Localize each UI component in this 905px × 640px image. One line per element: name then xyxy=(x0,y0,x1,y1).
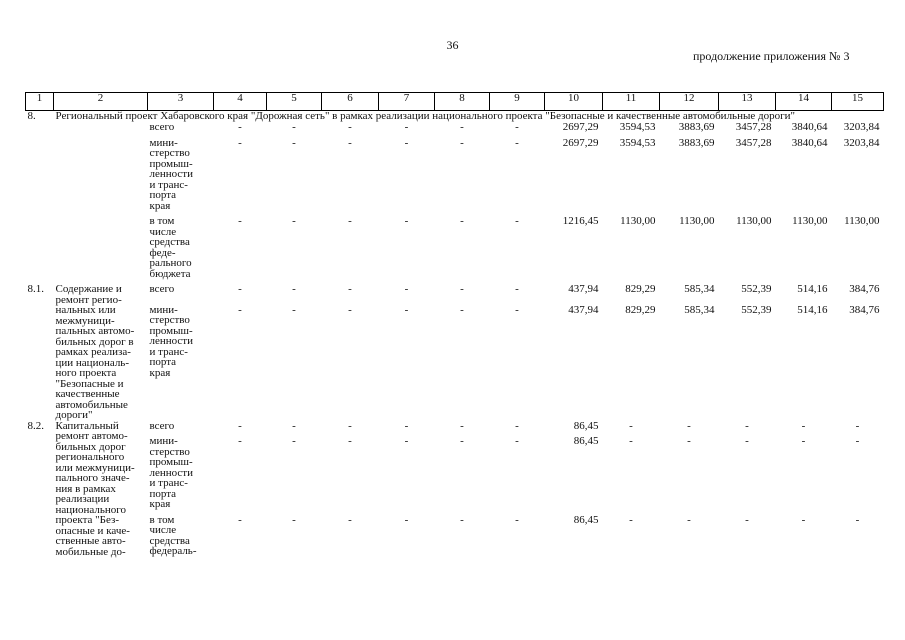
empty-value: - xyxy=(292,136,296,149)
amount-cell: 829,29 xyxy=(625,283,656,295)
empty-value: - xyxy=(404,513,409,526)
empty-value: - xyxy=(515,121,519,133)
empty-cell xyxy=(54,138,148,212)
empty-value: - xyxy=(515,419,519,432)
amount-cell: - xyxy=(855,513,860,526)
empty-value: - xyxy=(460,121,464,133)
column-header: 13 xyxy=(719,93,776,111)
empty-value: - xyxy=(238,303,242,316)
empty-cell xyxy=(26,138,54,212)
column-header: 3 xyxy=(148,93,214,111)
data-row xyxy=(26,122,884,133)
text-line: всего xyxy=(149,121,175,133)
amount-cell: 86,45 xyxy=(573,419,599,432)
data-row xyxy=(26,436,884,510)
amount-cell: 2697,29 xyxy=(562,136,599,149)
empty-value: - xyxy=(238,136,242,149)
text-line: опасные и каче- xyxy=(55,524,130,537)
text-line: бильных дорог xyxy=(55,440,126,453)
column-header: 8 xyxy=(435,93,490,111)
amount-cell: 3457,28 xyxy=(735,121,772,133)
column-header: 12 xyxy=(660,93,719,111)
empty-value: - xyxy=(348,303,352,316)
text-line: пальных автомо- xyxy=(55,325,135,337)
empty-value: - xyxy=(515,136,519,149)
data-row xyxy=(26,515,884,557)
text-line: мини- xyxy=(149,435,178,447)
amount-cell: 3883,69 xyxy=(678,136,715,149)
amount-cell: 384,76 xyxy=(849,283,880,295)
amount-cell: - xyxy=(629,435,633,447)
subsection-number: 8.1. xyxy=(27,283,44,295)
amount-cell: - xyxy=(745,513,749,526)
text-line: рального xyxy=(149,257,192,269)
empty-value: - xyxy=(460,435,464,447)
amount-cell: 585,34 xyxy=(684,283,715,295)
page-number: 36 xyxy=(446,38,459,52)
empty-value: - xyxy=(404,215,409,227)
amount-cell: 3840,64 xyxy=(791,121,828,133)
text-line: числе xyxy=(149,225,177,238)
column-header: 14 xyxy=(776,93,832,111)
amount-cell: - xyxy=(855,419,860,432)
text-line: и транс- xyxy=(149,178,188,191)
amount-cell: 86,45 xyxy=(573,513,599,526)
subsection-name xyxy=(54,421,148,562)
text-line: качественные xyxy=(55,388,120,400)
data-row xyxy=(26,138,884,212)
budget-table xyxy=(25,92,884,562)
text-line: бюджета xyxy=(149,267,191,280)
amount-cell: 514,16 xyxy=(797,283,828,295)
empty-value: - xyxy=(238,121,242,133)
empty-value: - xyxy=(348,419,352,432)
column-header: 6 xyxy=(322,93,379,111)
text-line: национального xyxy=(55,503,127,516)
empty-value: - xyxy=(515,303,519,316)
text-line: промыш- xyxy=(149,456,193,468)
text-line: пального значе- xyxy=(55,472,130,484)
text-line: ного проекта xyxy=(55,367,117,379)
empty-value: - xyxy=(348,435,352,447)
empty-value: - xyxy=(348,283,352,295)
text-line: ственные авто- xyxy=(55,535,126,547)
data-row xyxy=(26,305,884,416)
amount-cell: - xyxy=(801,419,806,432)
funding-source-label xyxy=(148,436,214,510)
text-line: в том xyxy=(149,513,175,526)
amount-cell: 1130,00 xyxy=(844,215,880,227)
amount-cell: - xyxy=(801,435,806,447)
column-header: 10 xyxy=(545,93,603,111)
empty-value: - xyxy=(404,419,409,432)
empty-value: - xyxy=(460,215,464,227)
empty-value: - xyxy=(348,513,352,526)
text-line: или межмуници- xyxy=(55,461,135,474)
column-header: 15 xyxy=(832,93,884,111)
empty-value: - xyxy=(460,419,464,432)
column-header: 9 xyxy=(490,93,545,111)
empty-cell xyxy=(54,122,148,133)
empty-cell xyxy=(54,216,148,279)
amount-cell: 437,94 xyxy=(568,303,599,316)
funding-source-label xyxy=(148,284,214,300)
column-header: 11 xyxy=(603,93,660,111)
text-line: ленности xyxy=(149,335,193,348)
text-line: ленности xyxy=(149,466,193,479)
amount-cell: - xyxy=(687,435,691,447)
subsection-number: 8.2. xyxy=(27,419,44,432)
amount-cell: - xyxy=(855,435,860,447)
amount-cell: 585,34 xyxy=(684,303,715,316)
section-number: 8. xyxy=(27,110,36,122)
empty-value: - xyxy=(238,435,242,447)
empty-value: - xyxy=(460,283,464,295)
amount-cell: 3594,53 xyxy=(619,136,656,149)
empty-value: - xyxy=(238,283,242,295)
empty-value: - xyxy=(292,215,296,227)
column-header: 5 xyxy=(267,93,322,111)
empty-value: - xyxy=(515,513,519,526)
amount-cell: 1216,45 xyxy=(562,215,599,227)
funding-source-label xyxy=(148,216,214,279)
text-line: автомобильные xyxy=(55,398,128,411)
text-line: бильных дорог в xyxy=(55,335,134,348)
column-header: 7 xyxy=(379,93,435,111)
empty-value: - xyxy=(404,303,409,316)
empty-value: - xyxy=(292,283,296,295)
empty-value: - xyxy=(292,513,296,526)
empty-value: - xyxy=(515,215,519,227)
empty-value: - xyxy=(348,121,352,133)
funding-source-label xyxy=(148,421,214,432)
column-header: 2 xyxy=(54,93,148,111)
empty-value: - xyxy=(515,435,519,447)
amount-cell: 552,39 xyxy=(741,283,772,295)
text-line: межмуници- xyxy=(55,314,115,327)
amount-cell: 3883,69 xyxy=(678,121,715,133)
text-line: всего xyxy=(149,419,175,432)
empty-cell xyxy=(26,122,54,133)
amount-cell: 1130,00 xyxy=(679,215,715,227)
amount-cell: 2697,29 xyxy=(562,121,599,133)
funding-source-label xyxy=(148,122,214,133)
amount-cell: 3203,84 xyxy=(843,136,880,149)
text-line: ленности xyxy=(149,168,193,180)
text-line: стерство xyxy=(149,314,190,327)
funding-source-label xyxy=(148,515,214,557)
text-line: Содержание и xyxy=(55,283,122,295)
amount-cell: - xyxy=(745,419,749,432)
text-line: средства xyxy=(149,534,190,547)
amount-cell: 1130,00 xyxy=(792,215,828,227)
text-line: края xyxy=(149,498,171,510)
empty-value: - xyxy=(404,283,409,295)
data-row xyxy=(26,284,884,300)
text-line: стерство xyxy=(149,147,190,159)
amount-cell: - xyxy=(687,513,691,526)
text-line: реализации xyxy=(55,493,110,505)
column-header: 1 xyxy=(26,93,54,111)
amount-cell: 3457,28 xyxy=(735,136,772,149)
text-line: числе xyxy=(149,524,177,536)
amount-cell: 829,29 xyxy=(625,303,656,316)
text-line: порта xyxy=(149,356,177,369)
amount-cell: - xyxy=(629,419,633,432)
amount-cell: - xyxy=(687,419,691,432)
amount-cell: - xyxy=(801,513,806,526)
data-row xyxy=(26,421,884,432)
amount-cell: 1130,00 xyxy=(620,215,656,227)
amount-cell: 86,45 xyxy=(573,435,599,447)
empty-value: - xyxy=(348,136,352,149)
amount-cell: 552,39 xyxy=(741,303,772,316)
empty-value: - xyxy=(404,121,409,133)
subsection-name xyxy=(54,284,148,421)
text-line: всего xyxy=(149,283,175,295)
text-line: мини- xyxy=(149,303,178,316)
text-line: Капитальный xyxy=(55,419,119,432)
text-line: промыш- xyxy=(149,324,193,337)
empty-value: - xyxy=(238,513,242,526)
header-row xyxy=(26,93,884,111)
empty-value: - xyxy=(348,215,352,227)
text-line: и транс- xyxy=(149,477,188,489)
text-line: дороги" xyxy=(55,409,93,421)
text-line: регионального xyxy=(55,451,125,463)
text-line: ции националь- xyxy=(55,356,129,369)
amount-cell: 3840,64 xyxy=(791,136,828,149)
text-line: порта xyxy=(149,189,177,201)
text-line: рамках реализа- xyxy=(55,346,131,358)
empty-value: - xyxy=(292,303,296,316)
text-line: края xyxy=(149,366,171,379)
amount-cell: - xyxy=(629,513,633,526)
text-line: нальных или xyxy=(55,304,116,316)
funding-source-label xyxy=(148,138,214,212)
text-line: федераль- xyxy=(149,545,197,557)
amount-cell: 437,94 xyxy=(568,283,599,295)
empty-value: - xyxy=(292,121,296,133)
appendix-note: продолжение приложения № 3 xyxy=(693,49,850,63)
text-line: ремонт регио- xyxy=(55,293,122,306)
empty-cell xyxy=(26,216,54,279)
text-line: феде- xyxy=(149,246,176,259)
empty-value: - xyxy=(460,303,464,316)
text-line: проекта "Без- xyxy=(55,514,120,526)
empty-value: - xyxy=(404,136,409,149)
amount-cell: 384,76 xyxy=(849,303,880,316)
text-line: в том xyxy=(149,215,175,227)
text-line: мини- xyxy=(149,136,178,149)
text-line: ния в рамках xyxy=(55,482,116,495)
text-line: и транс- xyxy=(149,345,188,358)
empty-value: - xyxy=(460,136,464,149)
empty-value: - xyxy=(292,435,296,447)
text-line: стерство xyxy=(149,445,190,458)
row-spacer xyxy=(26,557,884,562)
text-line: мобильные до- xyxy=(55,545,126,558)
text-line: промыш- xyxy=(149,157,193,170)
text-line: "Безопасные и xyxy=(55,377,124,390)
section-title: Региональный проект Хабаровского края "Дорожная сеть" в рамках реализации национального проекта "Безопасные и качественные автомобильные дороги" xyxy=(55,110,795,122)
empty-value: - xyxy=(238,419,242,432)
amount-cell: - xyxy=(745,435,749,447)
text-line: средства xyxy=(149,236,190,248)
empty-value: - xyxy=(515,283,519,295)
text-line: ремонт автомо- xyxy=(55,430,128,442)
amount-cell: 3594,53 xyxy=(619,121,656,133)
text-line: порта xyxy=(149,487,177,500)
amount-cell: 1130,00 xyxy=(736,215,772,227)
column-header: 4 xyxy=(214,93,267,111)
empty-value: - xyxy=(238,215,242,227)
empty-value: - xyxy=(404,435,409,447)
empty-value: - xyxy=(292,419,296,432)
amount-cell: 514,16 xyxy=(797,303,828,316)
amount-cell: 3203,84 xyxy=(843,121,880,133)
text-line: края xyxy=(149,199,171,212)
funding-source-label xyxy=(148,305,214,416)
data-row xyxy=(26,216,884,279)
empty-value: - xyxy=(460,513,464,526)
